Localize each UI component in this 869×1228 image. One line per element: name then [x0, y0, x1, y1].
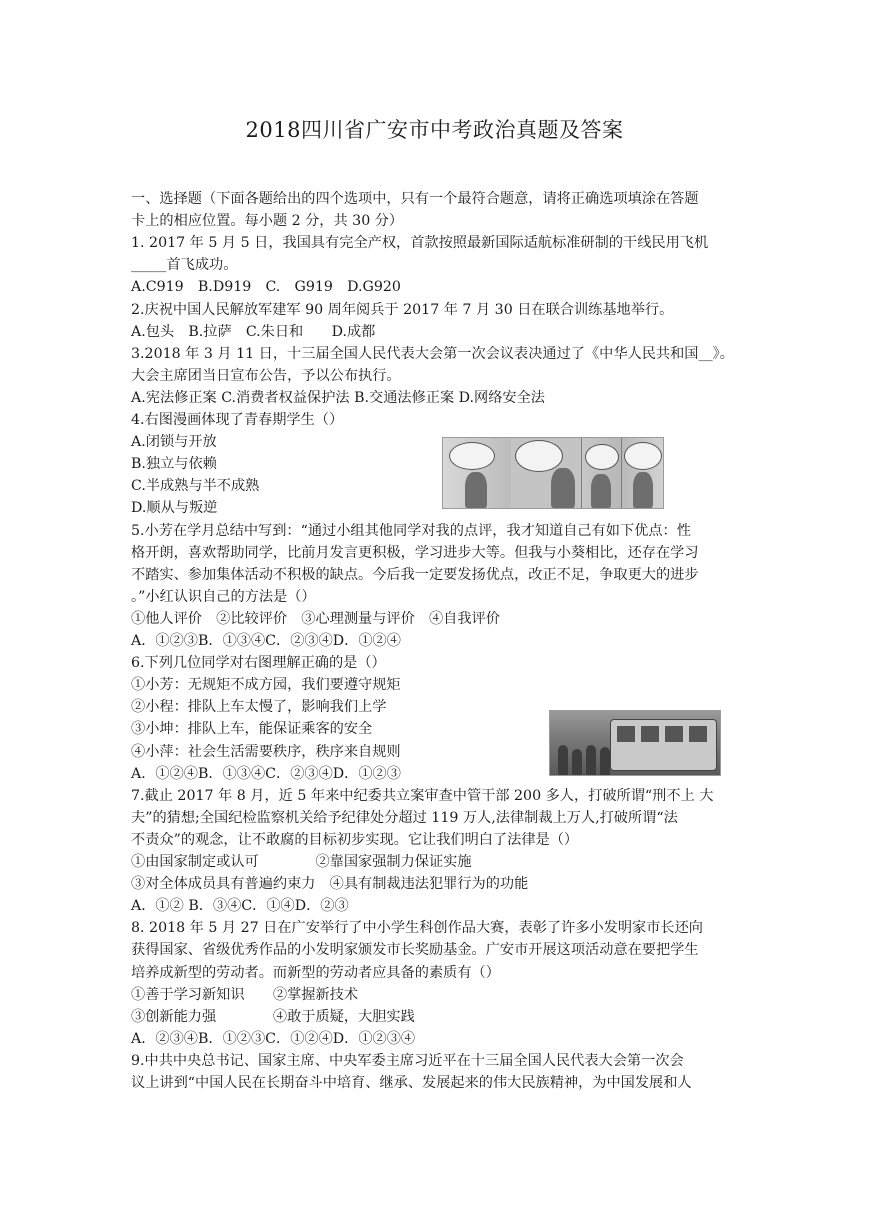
- text-line: 培养成新型的劳动者。而新型的劳动者应具备的素质有（）: [131, 964, 500, 981]
- text-line: 3.2018 年 3 月 11 日，十三届全国人民代表大会第一次会议表决通过了《中华人民共和国__》。: [131, 345, 734, 362]
- speech-bubble: [585, 444, 619, 470]
- comic-panel-4: [621, 438, 663, 508]
- text-line: ③对全体成员具有普遍约束力 ④具有制裁违法犯罪行为的功能: [131, 876, 529, 893]
- text-line: ④小萍：社会生活需要秩序，秩序来自规则: [131, 743, 401, 760]
- queue-person: [586, 745, 596, 775]
- text-line: A．①②③B．①③④C．②③④D．①②④: [131, 633, 401, 649]
- text-line: A.包头 B.拉萨 C.朱日和 D.成都: [131, 323, 376, 340]
- bus-window: [689, 726, 707, 742]
- bus-shape: [610, 719, 717, 771]
- text-line: ③创新能力强 ④敢于质疑，大胆实践: [131, 1008, 415, 1025]
- text-line: 9.中共中央总书记、国家主席、中央军委主席习近平在十三届全国人民代表大会第一次会: [131, 1052, 684, 1069]
- text-line: 获得国家、省级优秀作品的小发明家颁发市长奖励基金。广安市开展这项活动意在要把学生: [131, 942, 699, 959]
- comic-figure: [465, 472, 487, 508]
- text-line: A.宪法修正案 C.消费者权益保护法 B.交通法修正案 D.网络安全法: [131, 389, 545, 406]
- text-line: 7.截止 2017 年 8 月，近 5 年来中纪委共立案审查中管干部 200 多人，打破所谓“刑不上 大: [131, 787, 714, 804]
- bus-window: [617, 726, 635, 742]
- text-line: D.顺从与叛逆: [131, 500, 218, 517]
- comic-panel-2: [511, 438, 582, 508]
- text-line: 夫”的猜想;全国纪检监察机关给予纪律处分超过 119 万人,法律制裁上万人,打破所谓“法: [131, 809, 678, 826]
- bus-window: [665, 726, 683, 742]
- text-line: A．②③④B．①②③C．①②④D．①②③④: [131, 1030, 416, 1047]
- text-line: 1. 2017 年 5 月 5 日，我国具有完全产权，首款按照最新国际适航标准研制的干线民用飞机: [131, 235, 709, 252]
- text-line: A.闭锁与开放: [131, 434, 217, 451]
- text-line: 8. 2018 年 5 月 27 日在广安举行了中小学生科创作品大赛，表彰了许多小发明家市长还向: [131, 920, 703, 937]
- text-line: 格开朗，喜欢帮助同学，比前月发言更积极，学习进步大等。但我与小葵相比，还存在学习: [131, 544, 699, 561]
- text-line: ①善于学习新知识 ②掌握新技术: [131, 986, 359, 1003]
- text-line: A．①② B．③④C．①④D．②③: [131, 898, 349, 915]
- speech-bubble: [515, 440, 563, 472]
- text-line: 5.小芳在学月总结中写到：“通过小组其他同学对我的点评，我才知道自己有如下优点：性: [131, 522, 691, 539]
- text-line: ③小坤：排队上车，能保证乘客的安全: [131, 721, 373, 738]
- queue-person: [558, 745, 568, 775]
- text-line: 大会主席团当日宣布公告，予以公布执行。: [131, 367, 401, 384]
- text-line: 6.下列几位同学对右图理解正确的是（）: [131, 655, 386, 672]
- text-line: 卡上的相应位置。每小题 2 分，共 30 分）: [131, 213, 404, 230]
- question-6-queue-photo: [549, 710, 721, 776]
- text-line: A.C919 B.D919 C. G919 D.G920: [131, 279, 401, 296]
- speech-bubble: [624, 442, 662, 470]
- comic-figure: [551, 468, 575, 508]
- comic-panel-3: [581, 438, 622, 508]
- bus-window: [641, 726, 659, 742]
- document-title: 2018四川省广安市中考政治真题及答案: [245, 118, 624, 142]
- text-line: A．①②④B．①③④C．②③④D．①②③: [131, 765, 401, 782]
- text-line: ①小芳：无规矩不成方园，我们要遵守规矩: [131, 677, 401, 694]
- text-line: C.半成熟与半不成熟: [131, 478, 260, 495]
- text-line: 2.庆祝中国人民解放军建军 90 周年阅兵于 2017 年 7 月 30 日在联合训练基地举行。: [131, 301, 674, 318]
- queue-person: [572, 749, 582, 775]
- text-line: ①由国家制定或认可 ②靠国家强制力保证实施: [131, 854, 472, 870]
- question-4-comic-image: [442, 437, 664, 509]
- text-line: B.独立与依赖: [131, 456, 217, 473]
- text-line: ②小程：排队上车太慢了，影响我们上学: [131, 699, 387, 716]
- text-line: 不责众”的观念，让不敢腐的目标初步实现。它让我们明白了法律是（）: [131, 831, 579, 848]
- speech-bubble: [449, 442, 495, 470]
- queue-person: [600, 747, 610, 775]
- text-line: 不踏实、参加集体活动不积极的缺点。今后我一定要发扬优点，改正不足，争取更大的进步: [131, 566, 699, 583]
- comic-figure: [591, 474, 611, 508]
- text-line: _____首飞成功。: [131, 257, 238, 274]
- text-line: 。”小红认识自己的方法是（）: [131, 588, 316, 605]
- comic-figure: [633, 472, 653, 508]
- text-line: 一、选择题（下面各题给出的四个选项中，只有一个最符合题意，请将正确选项填涂在答题: [131, 191, 699, 207]
- text-line: 4.右图漫画体现了青春期学生（）: [131, 412, 344, 428]
- text-line: ①他人评价 ②比较评价 ③心理测量与评价 ④自我评价: [131, 610, 500, 627]
- comic-panel-1: [443, 438, 512, 508]
- text-line: 议上讲到“中国人民在长期奋斗中培育、继承、发展起来的伟大民族精神，为中国发展和人: [131, 1075, 692, 1091]
